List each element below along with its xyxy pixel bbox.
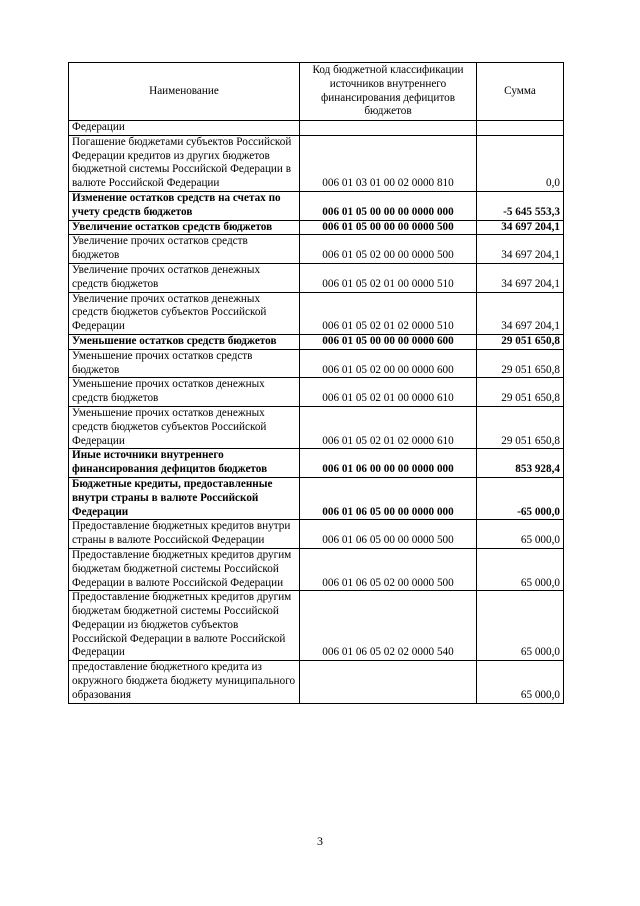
row-name-cell: Уменьшение прочих остатков средств бюджетов: [69, 349, 300, 378]
row-name-cell: Уменьшение остатков средств бюджетов: [69, 334, 300, 349]
row-amount-cell: 29 051 650,8: [477, 378, 564, 407]
row-amount-cell: 65 000,0: [477, 591, 564, 661]
table-row: [69, 477, 564, 519]
table-row: [69, 520, 564, 549]
row-code-cell: 006 01 03 01 00 02 0000 810: [300, 135, 477, 191]
table-row: [69, 121, 564, 136]
table-row: [69, 406, 564, 448]
row-amount-cell: 34 697 204,1: [477, 292, 564, 334]
row-name-cell: Увеличение прочих остатков средств бюджетов: [69, 235, 300, 264]
table-row: [69, 135, 564, 191]
row-name-cell: Увеличение остатков средств бюджетов: [69, 220, 300, 235]
row-name-cell: Увеличение прочих остатков денежных средств бюджетов субъектов Российской Федерации: [69, 292, 300, 334]
row-code-cell: 006 01 05 00 00 00 0000 600: [300, 334, 477, 349]
table-row: [69, 378, 564, 407]
table-row: [69, 591, 564, 661]
row-code-cell: 006 01 05 02 00 00 0000 600: [300, 349, 477, 378]
row-amount-cell: 34 697 204,1: [477, 263, 564, 292]
row-code-cell: 006 01 05 00 00 00 0000 000: [300, 191, 477, 220]
row-amount-cell: 65 000,0: [477, 661, 564, 703]
row-code-cell: 006 01 05 02 00 00 0000 500: [300, 235, 477, 264]
row-amount-cell: 853 928,4: [477, 449, 564, 478]
row-code-cell: 006 01 05 02 01 00 0000 610: [300, 378, 477, 407]
row-amount-cell: 34 697 204,1: [477, 235, 564, 264]
row-code-cell: 006 01 05 02 01 02 0000 510: [300, 292, 477, 334]
row-name-cell: Уменьшение прочих остатков денежных средств бюджетов: [69, 378, 300, 407]
row-name-cell: Увеличение прочих остатков денежных средств бюджетов: [69, 263, 300, 292]
row-amount-cell: 29 051 650,8: [477, 406, 564, 448]
table-row: [69, 191, 564, 220]
row-code-cell: [300, 661, 477, 703]
budget-sources-table: [68, 62, 564, 704]
row-name-cell: Изменение остатков средств на счетах по учету средств бюджетов: [69, 191, 300, 220]
row-name-cell: Погашение бюджетами субъектов Российской Федерации кредитов из других бюджетов бюджетной системы Российской Федерации в валюте Российской Федерации: [69, 135, 300, 191]
row-name-cell: Предоставление бюджетных кредитов другим бюджетам бюджетной системы Российской Федерации из бюджетов субъектов Российской Федерации в валюте Российской Федерации: [69, 591, 300, 661]
row-amount-cell: [477, 121, 564, 136]
row-amount-cell: 29 051 650,8: [477, 334, 564, 349]
table-header-row: [69, 63, 564, 121]
table-row: [69, 349, 564, 378]
table-row: [69, 220, 564, 235]
header-amount: Сумма: [477, 63, 564, 121]
table-row: [69, 548, 564, 590]
header-name: Наименование: [69, 63, 300, 121]
row-code-cell: 006 01 06 05 02 00 0000 500: [300, 548, 477, 590]
row-amount-cell: 65 000,0: [477, 520, 564, 549]
row-code-cell: 006 01 05 02 01 00 0000 510: [300, 263, 477, 292]
row-amount-cell: -65 000,0: [477, 477, 564, 519]
table-row: [69, 334, 564, 349]
header-code: Код бюджетной классификации источников внутреннего финансирования дефицитов бюджетов: [300, 63, 477, 121]
row-name-cell: Предоставление бюджетных кредитов внутри страны в валюте Российской Федерации: [69, 520, 300, 549]
table-body: [69, 121, 564, 704]
row-amount-cell: -5 645 553,3: [477, 191, 564, 220]
row-amount-cell: 65 000,0: [477, 548, 564, 590]
row-code-cell: 006 01 05 00 00 00 0000 500: [300, 220, 477, 235]
table-row: [69, 449, 564, 478]
row-code-cell: 006 01 06 05 00 00 0000 500: [300, 520, 477, 549]
row-amount-cell: 29 051 650,8: [477, 349, 564, 378]
row-name-cell: Предоставление бюджетных кредитов другим бюджетам бюджетной системы Российской Федерации в валюте Российской Федерации: [69, 548, 300, 590]
row-code-cell: 006 01 06 05 00 00 0000 000: [300, 477, 477, 519]
row-name-cell: Иные источники внутреннего финансирования дефицитов бюджетов: [69, 449, 300, 478]
row-amount-cell: 0,0: [477, 135, 564, 191]
row-code-cell: 006 01 05 02 01 02 0000 610: [300, 406, 477, 448]
row-code-cell: 006 01 06 05 02 02 0000 540: [300, 591, 477, 661]
row-name-cell: Уменьшение прочих остатков денежных средств бюджетов субъектов Российской Федерации: [69, 406, 300, 448]
row-code-cell: [300, 121, 477, 136]
row-name-cell: Федерации: [69, 121, 300, 136]
table-row: [69, 661, 564, 703]
table-row: [69, 292, 564, 334]
row-code-cell: 006 01 06 00 00 00 0000 000: [300, 449, 477, 478]
row-name-cell: предоставление бюджетного кредита из окружного бюджета бюджету муниципального образования: [69, 661, 300, 703]
table-row: [69, 235, 564, 264]
row-name-cell: Бюджетные кредиты, предоставленные внутри страны в валюте Российской Федерации: [69, 477, 300, 519]
table-row: [69, 263, 564, 292]
page-number: 3: [317, 834, 323, 848]
row-amount-cell: 34 697 204,1: [477, 220, 564, 235]
